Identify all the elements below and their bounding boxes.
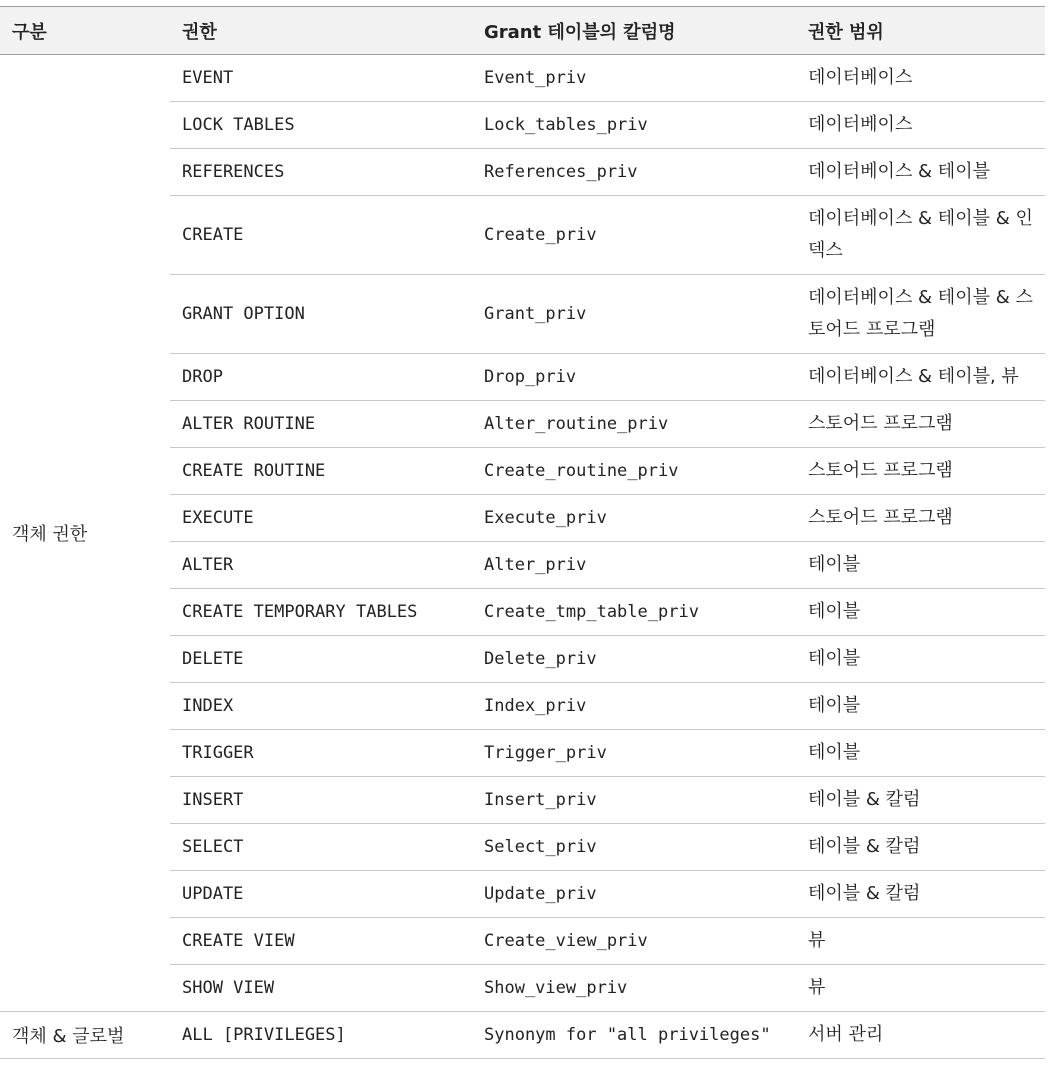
table-row — [0, 55, 1045, 102]
scope-cell: 테이블 — [796, 683, 1045, 730]
privilege-cell: EXECUTE — [170, 495, 472, 542]
privilege-cell: ALL [PRIVILEGES] — [170, 1012, 472, 1059]
scope-cell: 서버 관리 — [796, 1012, 1045, 1059]
column-name-cell: Grant_priv — [472, 275, 796, 354]
column-name-cell: Execute_priv — [472, 495, 796, 542]
header-category: 구분 — [0, 7, 170, 55]
privilege-cell: ALTER — [170, 542, 472, 589]
scope-cell: 테이블 — [796, 589, 1045, 636]
column-name-cell: Lock_tables_priv — [472, 102, 796, 149]
column-name-cell: Drop_priv — [472, 354, 796, 401]
privilege-cell: TRIGGER — [170, 730, 472, 777]
scope-cell: 스토어드 프로그램 — [796, 495, 1045, 542]
column-name-cell: Create_tmp_table_priv — [472, 589, 796, 636]
column-name-cell: Delete_priv — [472, 636, 796, 683]
scope-cell: 데이터베이스 & 테이블 — [796, 149, 1045, 196]
scope-cell: 스토어드 프로그램 — [796, 401, 1045, 448]
column-name-cell: Synonym for "all privileges" — [472, 1012, 796, 1059]
privilege-cell: UPDATE — [170, 871, 472, 918]
scope-cell: 데이터베이스 & 테이블, 뷰 — [796, 354, 1045, 401]
privilege-cell: LOCK TABLES — [170, 102, 472, 149]
column-name-cell: Index_priv — [472, 683, 796, 730]
table-row — [0, 1012, 1045, 1059]
privilege-cell: REFERENCES — [170, 149, 472, 196]
scope-cell: 스토어드 프로그램 — [796, 448, 1045, 495]
privilege-cell: EVENT — [170, 55, 472, 102]
scope-cell: 데이터베이스 & 테이블 & 인덱스 — [796, 196, 1045, 275]
scope-cell: 테이블 — [796, 636, 1045, 683]
scope-cell: 테이블 & 칼럼 — [796, 871, 1045, 918]
scope-cell: 테이블 & 칼럼 — [796, 824, 1045, 871]
column-name-cell: Show_view_priv — [472, 965, 796, 1012]
privileges-table — [0, 6, 1045, 1059]
column-name-cell: Event_priv — [472, 55, 796, 102]
privilege-cell: CREATE — [170, 196, 472, 275]
scope-cell: 뷰 — [796, 965, 1045, 1012]
column-name-cell: Select_priv — [472, 824, 796, 871]
header-row — [0, 7, 1045, 55]
header-scope: 권한 범위 — [796, 7, 1045, 55]
scope-cell: 데이터베이스 & 테이블 & 스토어드 프로그램 — [796, 275, 1045, 354]
column-name-cell: Insert_priv — [472, 777, 796, 824]
header-column-name: Grant 테이블의 칼럼명 — [472, 7, 796, 55]
privilege-cell: ALTER ROUTINE — [170, 401, 472, 448]
group-object-privileges: 객체 권한 — [0, 55, 170, 1012]
column-name-cell: Update_priv — [472, 871, 796, 918]
column-name-cell: Create_routine_priv — [472, 448, 796, 495]
column-name-cell: Create_priv — [472, 196, 796, 275]
group-object-global: 객체 & 글로벌 — [0, 1012, 170, 1059]
column-name-cell: Trigger_priv — [472, 730, 796, 777]
scope-cell: 테이블 — [796, 730, 1045, 777]
column-name-cell: Create_view_priv — [472, 918, 796, 965]
header-privilege: 권한 — [170, 7, 472, 55]
privilege-cell: SHOW VIEW — [170, 965, 472, 1012]
column-name-cell: Alter_priv — [472, 542, 796, 589]
privilege-cell: INSERT — [170, 777, 472, 824]
column-name-cell: References_priv — [472, 149, 796, 196]
privilege-cell: DROP — [170, 354, 472, 401]
privilege-cell: INDEX — [170, 683, 472, 730]
scope-cell: 테이블 — [796, 542, 1045, 589]
privilege-cell: CREATE ROUTINE — [170, 448, 472, 495]
privilege-cell: CREATE TEMPORARY TABLES — [170, 589, 472, 636]
scope-cell: 테이블 & 칼럼 — [796, 777, 1045, 824]
column-name-cell: Alter_routine_priv — [472, 401, 796, 448]
scope-cell: 데이터베이스 — [796, 102, 1045, 149]
privilege-cell: GRANT OPTION — [170, 275, 472, 354]
privilege-cell: SELECT — [170, 824, 472, 871]
scope-cell: 데이터베이스 — [796, 55, 1045, 102]
privilege-cell: DELETE — [170, 636, 472, 683]
scope-cell: 뷰 — [796, 918, 1045, 965]
privilege-cell: CREATE VIEW — [170, 918, 472, 965]
